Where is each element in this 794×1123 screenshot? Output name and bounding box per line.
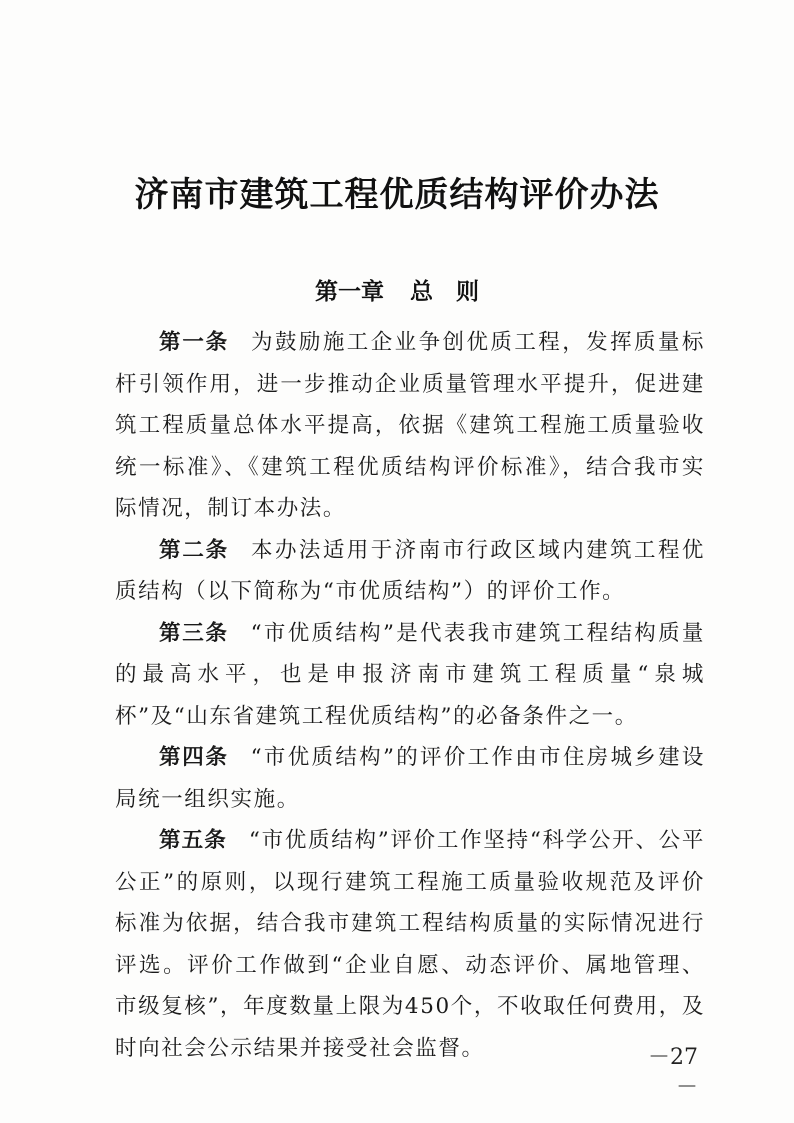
- document-title: 济南市建筑工程优质结构评价办法: [134, 174, 660, 215]
- article-label: 第四条: [159, 745, 229, 770]
- article-label: 第一条: [159, 330, 230, 355]
- article-text: “市优质结构”的评价工作由市住房城乡建设局统一组织实施。: [115, 745, 705, 812]
- article-text: 为鼓励施工企业争创优质工程，发挥质量标杆引领作用，进一步推动企业质量管理水平提升，促进建筑工程质量总体水平提高，依据《建筑工程施工质量验收统一标准》、《建筑工程优质结构评价标准》，结合我市实际情况，制订本办法。: [115, 330, 705, 521]
- article-2: [115, 530, 705, 613]
- chapter-name: 总 则: [410, 279, 479, 305]
- article-text: 本办法适用于济南市行政区域内建筑工程优质结构（以下简称为“市优质结构”）的评价工作。: [115, 537, 705, 604]
- chapter-number: 第一章: [315, 279, 384, 305]
- article-label: 第二条: [159, 537, 230, 563]
- article-4: [115, 737, 705, 820]
- article-5: [115, 820, 705, 1069]
- article-text: “市优质结构”是代表我市建筑工程结构质量的最高水平，也是申报济南市建筑工程质量“泉城杯”及“山东省建筑工程优质结构”的必备条件之一。: [115, 620, 705, 729]
- chapter-heading: [0, 272, 794, 312]
- article-label: 第五条: [159, 828, 227, 853]
- page-number: －27－: [648, 1045, 698, 1100]
- article-text: “市优质结构”评价工作坚持“科学公开、公平公正”的原则，以现行建筑工程施工质量验收规范及评价标准为依据，结合我市建筑工程结构质量的实际情况进行评选。评价工作做到“企业自愿、动态评价、属地管理、市级复核”，年度数量上限为450个，不收取任何费用，及时向社会公示结果并接受社会监督。: [115, 828, 705, 1061]
- article-label: 第三条: [159, 620, 229, 646]
- article-3: [115, 613, 705, 738]
- article-1: [115, 322, 705, 530]
- document-body: [115, 322, 705, 1069]
